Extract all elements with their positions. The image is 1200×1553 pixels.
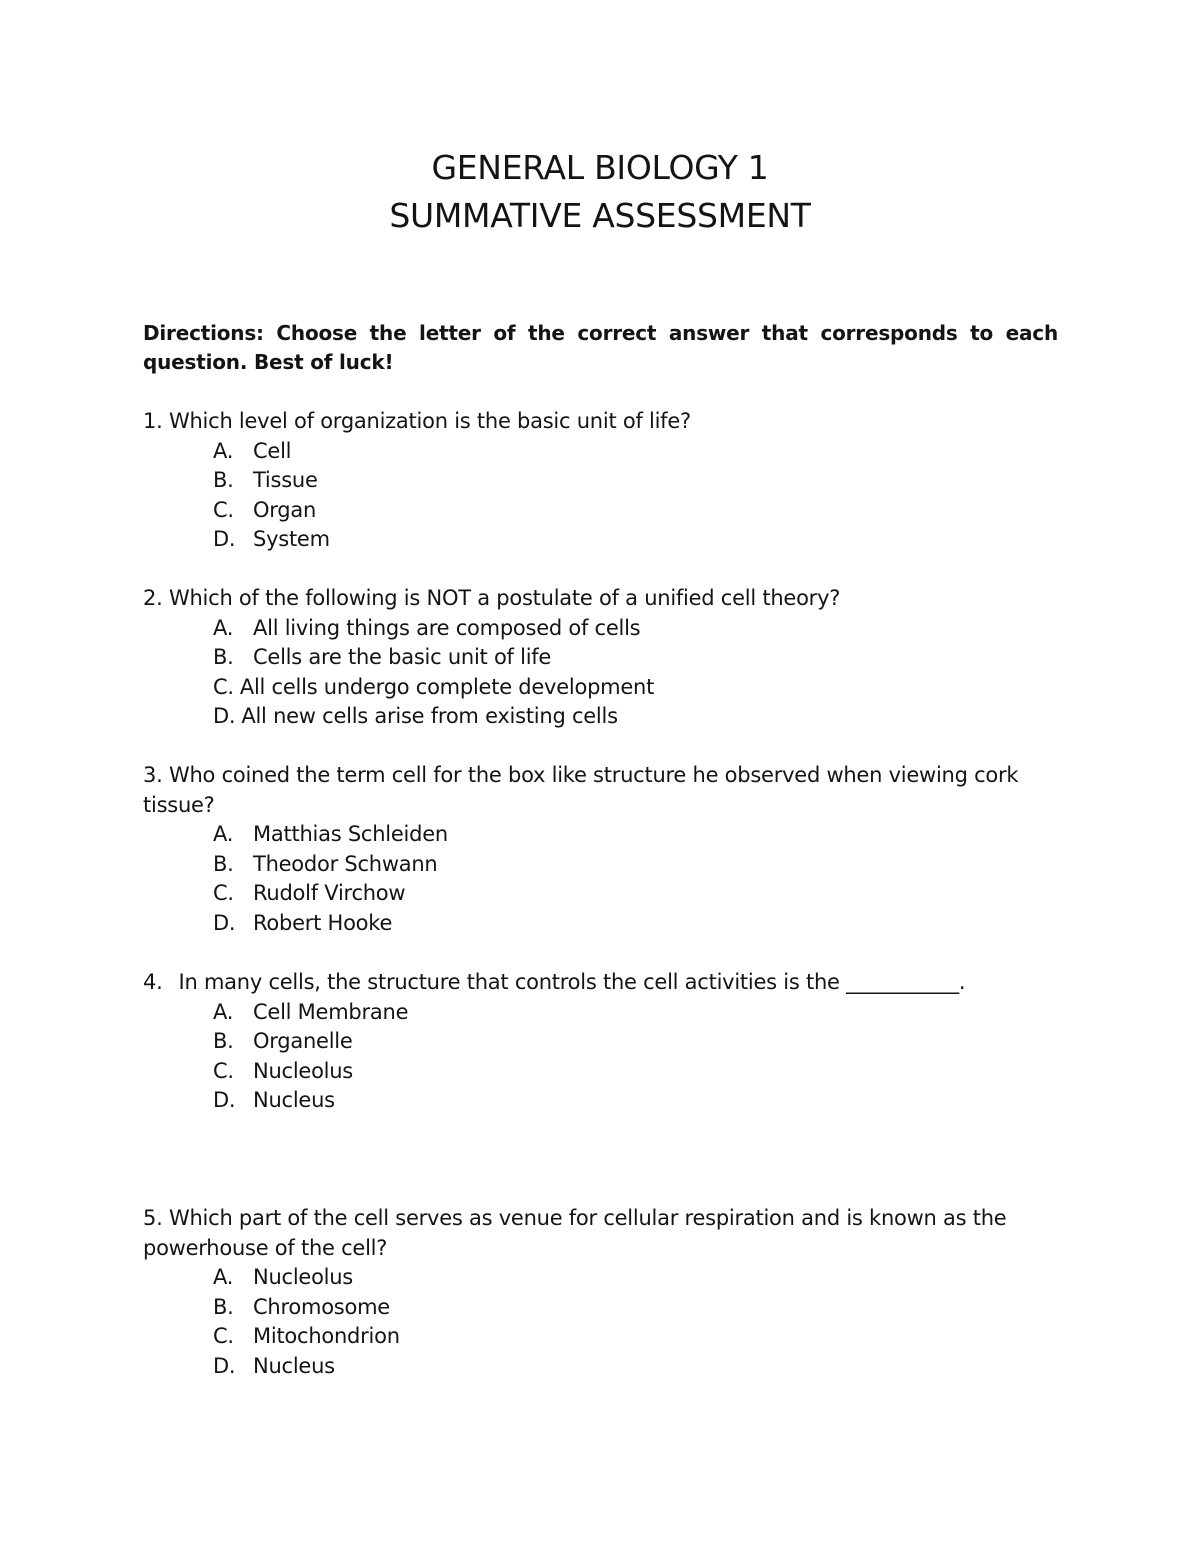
question-number: 2. xyxy=(143,586,163,610)
option-b xyxy=(213,850,1063,880)
question-2 xyxy=(143,584,1063,732)
option-letter: A. xyxy=(213,438,234,463)
option-letter: D. xyxy=(213,1353,236,1378)
option-text: Mitochondrion xyxy=(253,1324,400,1349)
question-text: Who coined the term cell for the box like structure he observed when viewing cork tissue? xyxy=(143,763,1019,817)
option-list xyxy=(143,614,1063,732)
option-letter: A. xyxy=(213,999,234,1024)
question-stem xyxy=(143,584,1063,614)
option-letter: C. xyxy=(213,1058,234,1083)
option-text: Organ xyxy=(253,497,317,522)
option-letter: D. xyxy=(213,910,236,935)
option-text: All living things are composed of cells xyxy=(253,615,641,640)
option-d xyxy=(213,1352,1063,1382)
option-c xyxy=(213,673,1063,703)
option-letter: D. xyxy=(213,527,236,552)
option-d xyxy=(213,525,1063,555)
option-text: Theodor Schwann xyxy=(253,851,438,876)
question-3 xyxy=(143,761,1063,938)
option-text: Cell xyxy=(253,438,292,463)
option-a xyxy=(213,820,1063,850)
option-letter: C. xyxy=(213,1324,234,1349)
option-list xyxy=(143,820,1063,938)
option-d xyxy=(213,909,1063,939)
option-text: Chromosome xyxy=(253,1294,390,1319)
option-text: Rudolf Virchow xyxy=(253,881,406,906)
option-b xyxy=(213,1027,1063,1057)
question-stem xyxy=(143,968,1063,998)
option-letter: C. xyxy=(213,881,234,906)
option-d xyxy=(213,702,1063,732)
question-text: Which of the following is NOT a postulate of a unified cell theory? xyxy=(168,586,841,610)
question-5 xyxy=(143,1204,1063,1381)
question-number: 1. xyxy=(143,409,163,433)
option-text: All new cells arise from existing cells xyxy=(241,704,618,729)
option-letter: B. xyxy=(213,645,234,670)
option-a xyxy=(213,614,1063,644)
question-text: Which part of the cell serves as venue for cellular respiration and is known as the powerhouse of the cell? xyxy=(143,1206,1007,1260)
directions-text: Directions: Choose the letter of the correct answer that corresponds to each question. Best of luck! xyxy=(143,321,1058,374)
option-text: Nucleolus xyxy=(253,1265,354,1289)
option-letter: B. xyxy=(213,1294,234,1319)
question-number: 4. xyxy=(143,970,163,994)
option-c xyxy=(213,879,1063,909)
option-a xyxy=(213,437,1063,467)
option-c xyxy=(213,496,1063,526)
question-stem xyxy=(143,1204,1063,1263)
option-list xyxy=(143,998,1063,1116)
option-letter: D. xyxy=(213,1088,236,1113)
document-subtitle: SUMMATIVE ASSESSMENT xyxy=(389,196,811,235)
option-letter: A. xyxy=(213,822,234,846)
option-text: Matthias Schleiden xyxy=(253,822,448,846)
document-title: GENERAL BIOLOGY 1 xyxy=(431,148,769,187)
option-letter: B. xyxy=(213,851,234,876)
option-c xyxy=(213,1057,1063,1087)
option-text: Nucleolus xyxy=(253,1058,354,1083)
option-text: Nucleus xyxy=(253,1353,335,1378)
option-d xyxy=(213,1086,1063,1116)
question-stem xyxy=(143,761,1063,820)
option-text: Tissue xyxy=(253,468,318,493)
question-text: Which level of organization is the basic unit of life? xyxy=(168,409,691,433)
option-letter: A. xyxy=(213,1265,234,1289)
option-text: Nucleus xyxy=(253,1088,335,1113)
question-number: 5. xyxy=(143,1206,163,1230)
option-letter: C. xyxy=(213,674,234,699)
question-1 xyxy=(143,407,1063,555)
question-stem xyxy=(143,407,1063,437)
option-text: System xyxy=(253,527,330,552)
option-b xyxy=(213,466,1063,496)
option-letter: B. xyxy=(213,468,234,493)
question-4 xyxy=(143,968,1063,1116)
option-a xyxy=(213,1263,1063,1293)
option-a xyxy=(213,998,1063,1028)
option-text: Cell Membrane xyxy=(253,999,409,1024)
option-text: All cells undergo complete development xyxy=(239,674,655,699)
option-letter: C. xyxy=(213,497,234,522)
option-letter: B. xyxy=(213,1029,234,1054)
option-c xyxy=(213,1322,1063,1352)
option-b xyxy=(213,1293,1063,1323)
option-b xyxy=(213,643,1063,673)
option-text: Cells are the basic unit of life xyxy=(253,645,552,670)
option-letter: A. xyxy=(213,615,234,640)
option-text: Robert Hooke xyxy=(253,910,393,935)
question-number: 3. xyxy=(143,763,163,787)
option-list xyxy=(143,437,1063,555)
option-text: Organelle xyxy=(253,1029,353,1054)
option-letter: D. xyxy=(213,704,236,729)
option-list xyxy=(143,1263,1063,1381)
question-text: In many cells, the structure that controls the cell activities is the ___________. xyxy=(178,970,966,994)
